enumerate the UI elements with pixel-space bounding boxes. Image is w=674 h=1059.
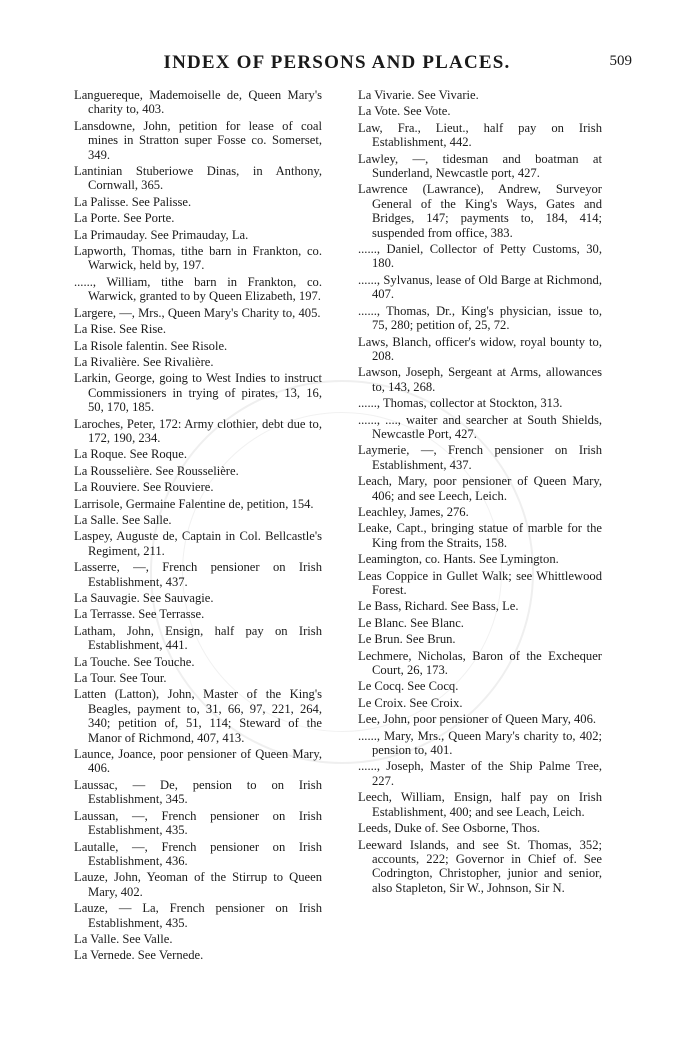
index-entry: Lechmere, Nicholas, Baron of the Exchequer Court, 26, 173. bbox=[358, 648, 602, 678]
index-entry: Leeward Islands, and see St. Thomas, 352; accounts, 222; Governor in Chief of. See Codrington, Christopher, junior and senior, also Stapleton, Sir W., Johnson, Sir N. bbox=[358, 837, 602, 895]
index-entry: ......, Mary, Mrs., Queen Mary's charity to, 402; pension to, 401. bbox=[358, 728, 602, 758]
index-entry: Languereque, Mademoiselle de, Queen Mary's charity to, 403. bbox=[74, 88, 322, 117]
index-entry: La Rise. See Rise. bbox=[74, 322, 166, 337]
index-entry: Lawson, Joseph, Sergeant at Arms, allowances to, 143, 268. bbox=[358, 365, 602, 394]
index-entry: La Vernede. See Vernede. bbox=[74, 948, 204, 963]
index-entry: La Risole falentin. See Risole. bbox=[74, 338, 228, 353]
index-entry: Lautalle, —, French pensioner on Irish Establishment, 436. bbox=[74, 839, 322, 868]
index-entry: La Tour. See Tour. bbox=[74, 671, 167, 686]
index-entry: Lantinian Stuberiowe Dinas, in Anthony, Cornwall, 365. bbox=[74, 164, 322, 193]
index-entry: Larkin, George, going to West Indies to instruct Commissioners in trying of pirates, 13, 16, 50, 170, 185. bbox=[74, 371, 322, 415]
index-entry: Latten (Latton), John, Master of the King's Beagles, payment to, 31, 66, 97, 221, 264, 340; petition of, 51, 114; Steward of the Manor of Richmond, 407, 413. bbox=[74, 687, 322, 745]
index-entry: La Valle. See Valle. bbox=[74, 931, 173, 946]
page-number: 509 bbox=[609, 53, 632, 69]
index-entry: ......, Thomas, Dr., King's physician, issue to, 75, 280; petition of, 25, 72. bbox=[358, 303, 602, 333]
index-entry: ......, Sylvanus, lease of Old Barge at Richmond, 407. bbox=[358, 272, 602, 302]
index-entry: Leamington, co. Hants. See Lymington. bbox=[358, 552, 559, 567]
index-entry: Lauze, John, Yeoman of the Stirrup to Queen Mary, 402. bbox=[74, 870, 322, 899]
index-entry: Lauze, — La, French pensioner on Irish Establishment, 435. bbox=[74, 901, 322, 930]
index-entry: Lasserre, —, French pensioner on Irish Establishment, 437. bbox=[74, 560, 322, 589]
index-entry: Leake, Capt., bringing statue of marble for the King from the Straits, 158. bbox=[358, 521, 602, 550]
index-entry: Lawley, —, tidesman and boatman at Sunderland, Newcastle port, 427. bbox=[358, 151, 602, 181]
index-entry: Leech, William, Ensign, half pay on Irish Establishment, 400; and see Leach, Leich. bbox=[358, 790, 602, 819]
index-entry: Le Croix. See Croix. bbox=[358, 695, 463, 710]
index-entry: ......, Daniel, Collector of Petty Customs, 30, 180. bbox=[358, 242, 602, 271]
index-entry: La Vote. See Vote. bbox=[358, 104, 451, 119]
index-entry: La Terrasse. See Terrasse. bbox=[74, 607, 205, 622]
index-entry: Laussac, — De, pension to on Irish Establishment, 345. bbox=[74, 777, 322, 807]
index-entry: Le Bass, Richard. See Bass, Le. bbox=[358, 599, 519, 614]
index-entry: ......, Joseph, Master of the Ship Palme Tree, 227. bbox=[358, 759, 602, 788]
index-entry: La Palisse. See Palisse. bbox=[74, 194, 192, 209]
index-entry: Le Blanc. See Blanc. bbox=[358, 615, 464, 630]
index-entry: Lee, John, poor pensioner of Queen Mary, 406. bbox=[358, 712, 597, 727]
index-entry: Launce, Joance, poor pensioner of Queen Mary, 406. bbox=[74, 747, 322, 776]
index-entry: La Rousselière. See Rousselière. bbox=[74, 463, 239, 478]
index-column-right bbox=[358, 88, 602, 897]
index-entry: ......, William, tithe barn in Frankton, co. Warwick, granted to by Queen Elizabeth, 197. bbox=[74, 274, 322, 304]
index-entry: Leas Coppice in Gullet Walk; see Whittlewood Forest. bbox=[358, 568, 602, 597]
index-entry: Lawrence (Lawrance), Andrew, Surveyor General of the King's Ways, Gates and Bridges, 147; payments to, 184, 414; suspended from office, 383. bbox=[358, 182, 602, 240]
index-entry: Le Brun. See Brun. bbox=[358, 632, 456, 647]
index-entry: Laussan, —, French pensioner on Irish Establishment, 435. bbox=[74, 808, 322, 838]
index-entry: Laroches, Peter, 172: Army clothier, debt due to, 172, 190, 234. bbox=[74, 416, 322, 445]
index-entry: La Vivarie. See Vivarie. bbox=[358, 88, 479, 102]
index-entry: La Roque. See Roque. bbox=[74, 447, 187, 462]
index-entry: La Primauday. See Primauday, La. bbox=[74, 227, 249, 242]
index-column-left bbox=[74, 88, 322, 965]
index-entry: ......, Thomas, collector at Stockton, 313. bbox=[358, 396, 563, 411]
page-title: INDEX OF PERSONS AND PLACES. bbox=[163, 52, 511, 73]
index-entry: La Rouviere. See Rouviere. bbox=[74, 480, 214, 495]
index-entry: Leachley, James, 276. bbox=[358, 504, 469, 519]
index-entry: Laspey, Auguste de, Captain in Col. Bellcastle's Regiment, 211. bbox=[74, 529, 322, 558]
index-entry: Law, Fra., Lieut., half pay on Irish Establishment, 442. bbox=[358, 120, 602, 150]
index-entry: Largere, —, Mrs., Queen Mary's Charity to, 405. bbox=[74, 305, 321, 320]
index-entry: Laymerie, —, French pensioner on Irish Establishment, 437. bbox=[358, 443, 602, 472]
index-entry: Leeds, Duke of. See Osborne, Thos. bbox=[358, 821, 540, 836]
index-entry: ......, ...., waiter and searcher at South Shields, Newcastle Port, 427. bbox=[358, 412, 602, 441]
page-header bbox=[0, 52, 674, 76]
index-entry: Latham, John, Ensign, half pay on Irish Establishment, 441. bbox=[74, 623, 322, 653]
index-entry: Lansdowne, John, petition for lease of coal mines in Stratton super Fosse co. Somerset, 349. bbox=[74, 118, 322, 162]
index-entry: La Rivalière. See Rivalière. bbox=[74, 354, 214, 369]
index-entry: Lapworth, Thomas, tithe barn in Frankton, co. Warwick, held by, 197. bbox=[74, 244, 322, 273]
index-entry: Le Cocq. See Cocq. bbox=[358, 679, 459, 694]
index-entry: Laws, Blanch, officer's widow, royal bounty to, 208. bbox=[358, 334, 602, 363]
index-entry: La Touche. See Touche. bbox=[74, 654, 195, 669]
index-entry: La Salle. See Salle. bbox=[74, 512, 172, 527]
index-entry: Leach, Mary, poor pensioner of Queen Mary, 406; and see Leech, Leich. bbox=[358, 474, 602, 503]
index-entry: La Porte. See Porte. bbox=[74, 211, 175, 226]
index-entry: Larrisole, Germaine Falentine de, petition, 154. bbox=[74, 496, 314, 511]
index-entry: La Sauvagie. See Sauvagie. bbox=[74, 591, 214, 605]
